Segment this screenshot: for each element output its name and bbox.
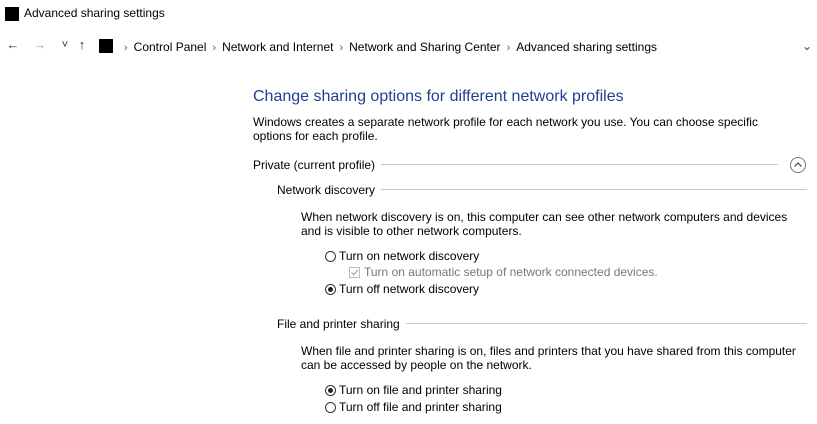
forward-icon[interactable]: → <box>33 37 47 52</box>
radio-label: Turn on file and printer sharing <box>339 383 502 397</box>
divider <box>397 323 807 324</box>
profile-header-private[interactable] <box>253 156 783 172</box>
radio-label: Turn off file and printer sharing <box>339 400 502 414</box>
breadcrumb-network-and-sharing-center[interactable]: Network and Sharing Center <box>349 40 501 54</box>
divider <box>363 164 778 165</box>
radio-turn-on-file-sharing[interactable] <box>325 383 502 399</box>
radio-button[interactable] <box>325 251 336 262</box>
address-bar[interactable] <box>95 34 817 58</box>
breadcrumb-advanced-sharing-settings[interactable]: Advanced sharing settings <box>516 40 657 54</box>
chevron-right-icon[interactable]: › <box>506 42 511 54</box>
section-network-discovery <box>277 181 807 197</box>
radio-turn-on-network-discovery[interactable] <box>325 249 479 265</box>
title-bar <box>0 0 817 28</box>
network-discovery-description: When network discovery is on, this computer can see other network computers and devices and is visible to other network computers. <box>301 210 788 238</box>
radio-label: Turn off network discovery <box>339 282 480 296</box>
radio-button[interactable] <box>325 402 336 413</box>
collapse-chevron-up-icon[interactable] <box>790 157 806 173</box>
section-label: Network discovery <box>277 183 381 197</box>
file-sharing-description: When file and printer sharing is on, files and printers that you have shared from this computer can be accessed by people on the network. <box>301 344 796 372</box>
chevron-right-icon[interactable]: › <box>339 42 344 54</box>
breadcrumb-control-panel[interactable]: Control Panel <box>133 40 207 54</box>
chevron-right-icon[interactable]: › <box>212 42 217 54</box>
checkbox-auto-setup[interactable] <box>349 265 658 281</box>
radio-button-selected[interactable] <box>325 284 336 295</box>
section-label: File and printer sharing <box>277 317 406 331</box>
profile-label: Private (current profile) <box>253 158 381 172</box>
page-title: Change sharing options for different network profiles <box>253 88 624 105</box>
page-description: Windows creates a separate network profile for each network you use. You can choose specific options for each profile. <box>253 115 758 143</box>
recent-locations-icon[interactable]: ˅ <box>61 39 69 51</box>
navigation-bar <box>0 32 817 60</box>
address-dropdown-icon[interactable]: ⌄ <box>801 39 812 53</box>
control-panel-icon <box>99 39 113 53</box>
radio-turn-off-network-discovery[interactable] <box>325 282 479 298</box>
window-title: Advanced sharing settings <box>24 6 165 20</box>
breadcrumb <box>118 40 657 54</box>
divider <box>375 189 807 190</box>
up-icon[interactable]: ↑ <box>78 37 86 52</box>
back-icon[interactable]: ← <box>6 37 20 52</box>
radio-button-selected[interactable] <box>325 385 336 396</box>
checkbox[interactable] <box>349 267 360 278</box>
checkbox-label: Turn on automatic setup of network connected devices. <box>364 265 658 279</box>
radio-turn-off-file-sharing[interactable] <box>325 400 502 416</box>
section-file-printer-sharing <box>277 315 807 331</box>
app-icon <box>5 7 19 21</box>
chevron-right-icon: › <box>124 42 128 54</box>
breadcrumb-network-and-internet[interactable]: Network and Internet <box>222 40 334 54</box>
radio-label: Turn on network discovery <box>339 249 480 263</box>
